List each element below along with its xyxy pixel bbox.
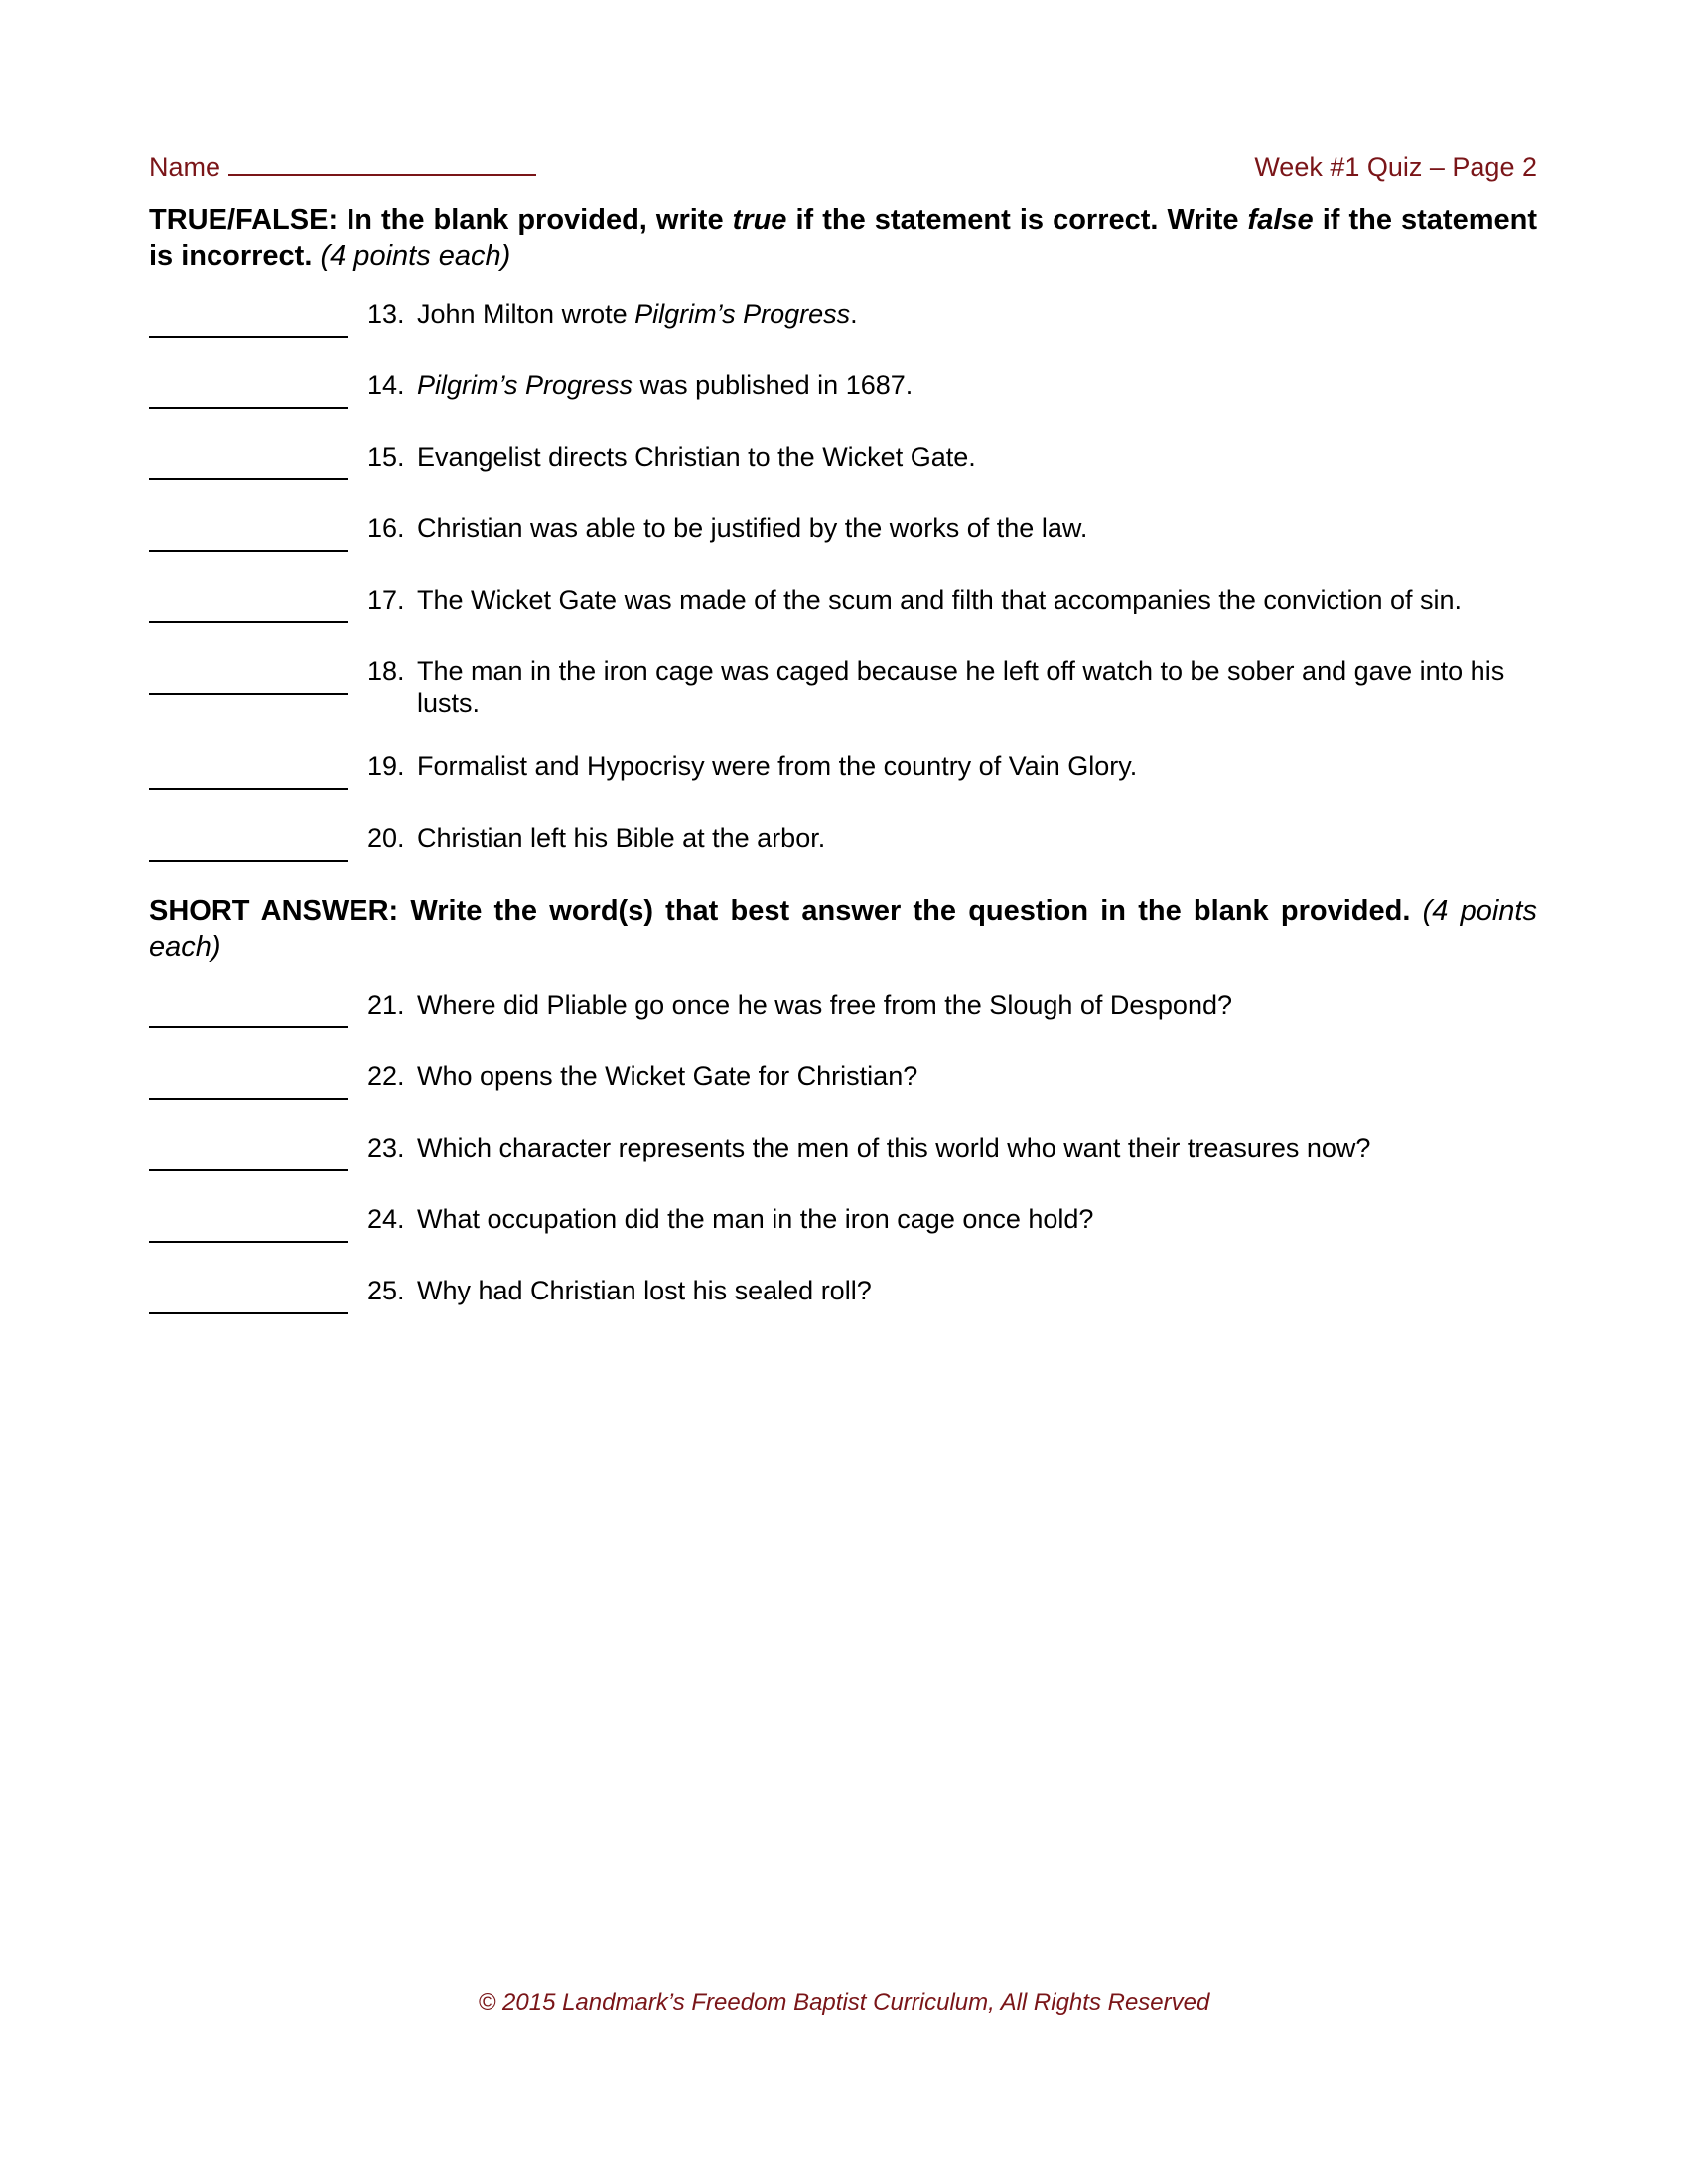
true-false-questions <box>149 298 1537 862</box>
question-15 <box>149 441 1537 480</box>
question-22 <box>149 1060 1537 1100</box>
question-20 <box>149 822 1537 862</box>
question-number: 20. <box>367 823 405 853</box>
question-21 <box>149 989 1537 1028</box>
name-blank[interactable] <box>228 148 536 176</box>
question-text: The man in the iron cage was caged because he left off watch to be sober and gave into his lusts. <box>417 656 1505 718</box>
question-number: 25. <box>367 1276 405 1305</box>
question-text: John Milton wrote Pilgrim’s Progress. <box>417 299 858 329</box>
short-answer-questions <box>149 989 1537 1314</box>
short-answer-instructions: SHORT ANSWER: Write the word(s) that best answer the question in the blank provided. (4 points each) <box>149 895 1537 963</box>
question-text: What occupation did the man in the iron cage once hold? <box>417 1204 1094 1234</box>
question-text: Where did Pliable go once he was free from the Slough of Despond? <box>417 990 1232 1020</box>
question-16 <box>149 512 1537 552</box>
answer-blank-13[interactable] <box>149 306 348 338</box>
short-answer-points: (4 points each) <box>149 895 1537 963</box>
short-answer-heading: SHORT ANSWER: <box>149 895 399 927</box>
name-field <box>149 148 536 183</box>
answer-blank-19[interactable] <box>149 758 348 790</box>
answer-blank-21[interactable] <box>149 997 348 1028</box>
question-text: Pilgrim’s Progress was published in 1687. <box>417 370 914 400</box>
question-18 <box>149 655 1537 719</box>
question-number: 24. <box>367 1204 405 1234</box>
question-text: Christian left his Bible at the arbor. <box>417 823 826 853</box>
answer-blank-25[interactable] <box>149 1283 348 1314</box>
answer-blank-16[interactable] <box>149 520 348 552</box>
question-number: 16. <box>367 513 405 543</box>
question-number: 19. <box>367 751 405 781</box>
answer-blank-23[interactable] <box>149 1140 348 1171</box>
question-19 <box>149 751 1537 790</box>
answer-blank-24[interactable] <box>149 1211 348 1243</box>
question-number: 23. <box>367 1133 405 1162</box>
question-text: The Wicket Gate was made of the scum and filth that accompanies the conviction of sin. <box>417 585 1463 614</box>
true-false-points: (4 points each) <box>320 240 511 272</box>
question-number: 18. <box>367 656 405 686</box>
question-23 <box>149 1132 1537 1171</box>
page-label: Week #1 Quiz – Page 2 <box>1254 152 1537 182</box>
page-header <box>149 139 1537 183</box>
question-text: Christian was able to be justified by the works of the law. <box>417 513 1088 543</box>
question-text: Which character represents the men of this world who want their treasures now? <box>417 1133 1371 1162</box>
question-number: 15. <box>367 442 405 472</box>
question-14 <box>149 369 1537 409</box>
question-number: 17. <box>367 585 405 614</box>
quiz-page <box>149 139 1537 1346</box>
question-text: Evangelist directs Christian to the Wicket Gate. <box>417 442 976 472</box>
question-13 <box>149 298 1537 338</box>
answer-blank-17[interactable] <box>149 592 348 623</box>
question-17 <box>149 584 1537 623</box>
question-number: 22. <box>367 1061 405 1091</box>
question-text: Why had Christian lost his sealed roll? <box>417 1276 872 1305</box>
true-false-heading: TRUE/FALSE: <box>149 205 339 236</box>
name-label: Name <box>149 152 221 182</box>
question-text: Who opens the Wicket Gate for Christian? <box>417 1061 918 1091</box>
question-number: 14. <box>367 370 405 400</box>
question-number: 13. <box>367 299 405 329</box>
true-false-instructions: TRUE/FALSE: In the blank provided, write true if the statement is correct. Write false if the statement is incorrect. (4 points each) <box>149 205 1537 272</box>
question-text: Formalist and Hypocrisy were from the country of Vain Glory. <box>417 751 1138 781</box>
question-25 <box>149 1275 1537 1314</box>
question-24 <box>149 1203 1537 1243</box>
copyright-footer: © 2015 Landmark’s Freedom Baptist Curriculum, All Rights Reserved <box>478 1989 1210 2016</box>
answer-blank-18[interactable] <box>149 663 348 695</box>
answer-blank-14[interactable] <box>149 377 348 409</box>
answer-blank-15[interactable] <box>149 449 348 480</box>
question-number: 21. <box>367 990 405 1020</box>
answer-blank-22[interactable] <box>149 1068 348 1100</box>
answer-blank-20[interactable] <box>149 830 348 862</box>
